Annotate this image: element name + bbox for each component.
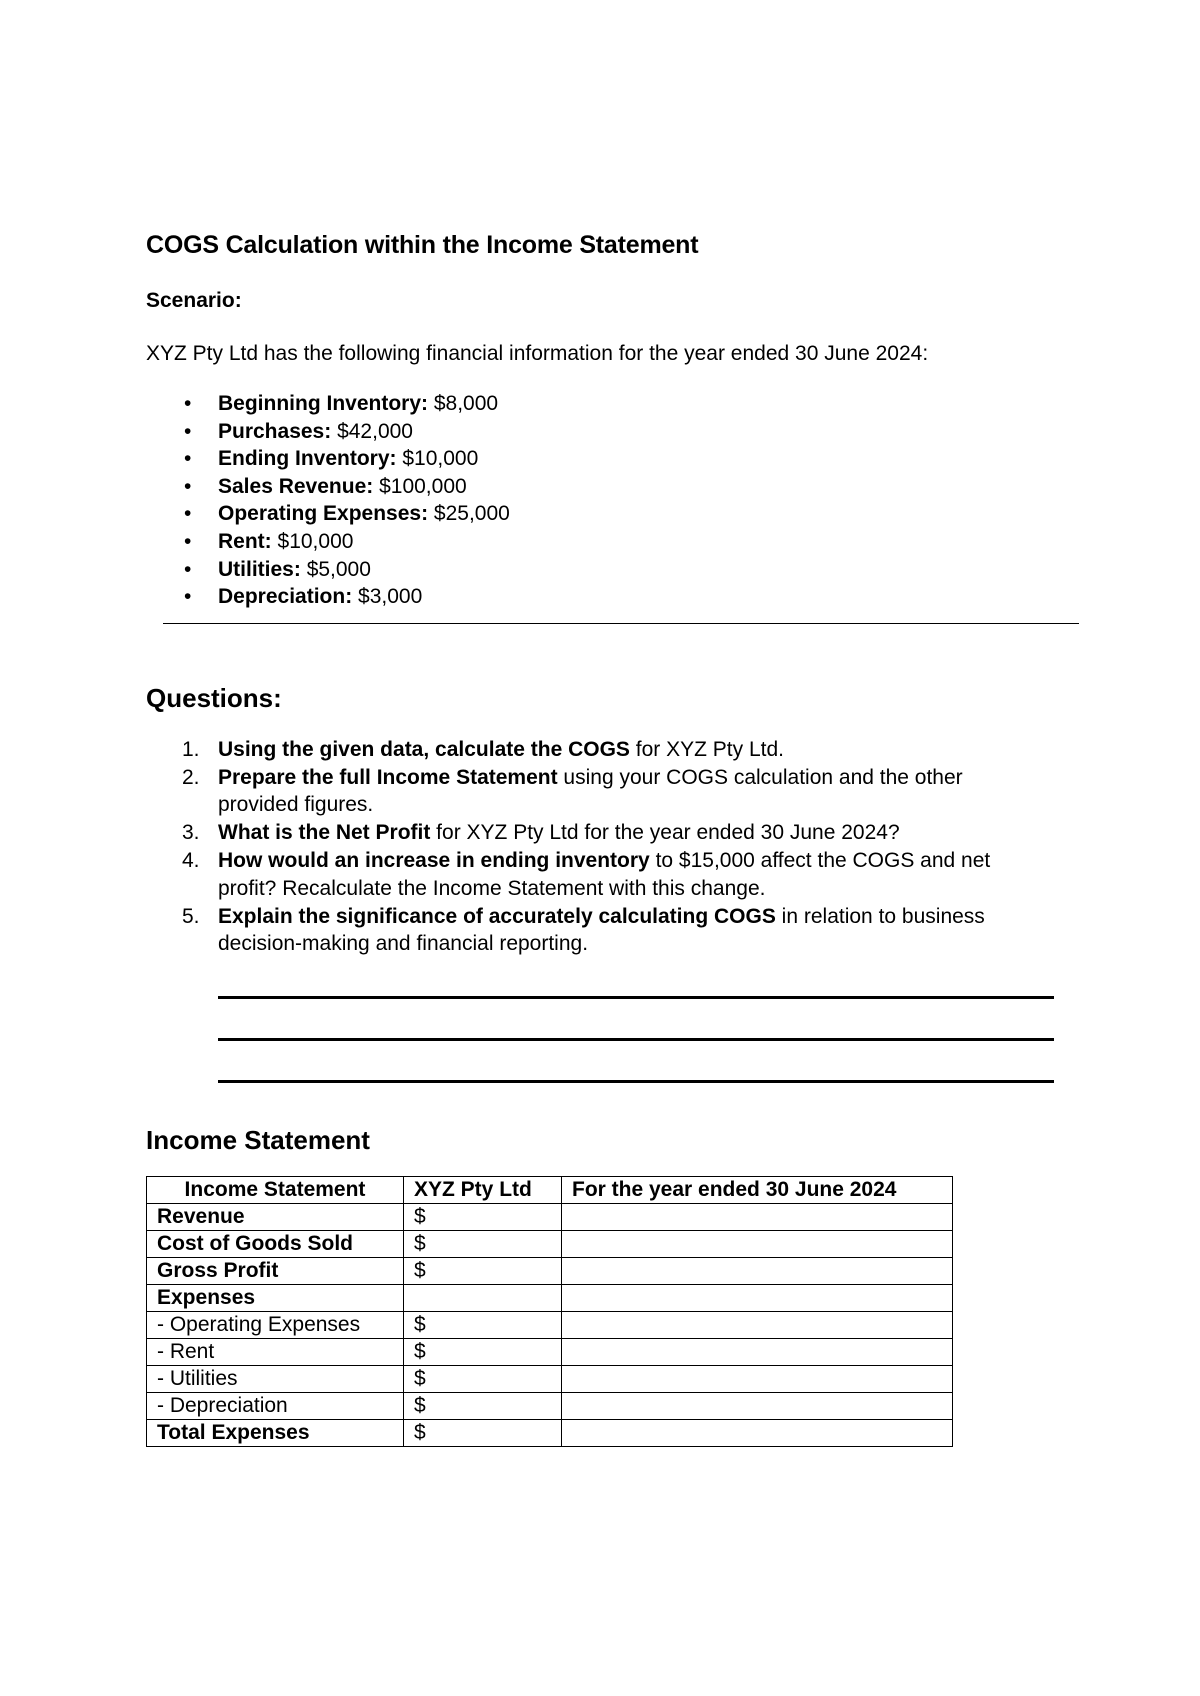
fact-item <box>146 445 1106 473</box>
table-body <box>147 1204 953 1447</box>
question-number: 1. <box>182 737 200 761</box>
financial-facts-list <box>146 390 1106 611</box>
fact-label: Rent: <box>218 529 272 553</box>
answer-line[interactable] <box>218 1038 1054 1041</box>
table-row <box>147 1393 953 1420</box>
bullet-icon: • <box>184 585 192 609</box>
row-label: - Utilities <box>147 1366 404 1393</box>
bullet-icon: • <box>184 392 192 415</box>
fact-value: $42,000 <box>337 419 413 443</box>
fact-item <box>146 390 1106 418</box>
note-cell[interactable] <box>562 1258 953 1285</box>
question-emphasis: Explain the significance of accurately calculating COGS <box>218 904 776 928</box>
row-label: Revenue <box>147 1204 404 1231</box>
question-text: in relation to business decision-making and financial reporting. <box>218 904 985 956</box>
income-statement-heading: Income Statement <box>146 1125 370 1156</box>
fact-value: $5,000 <box>306 557 371 581</box>
row-label: - Depreciation <box>147 1393 404 1420</box>
question-number: 3. <box>182 821 200 845</box>
fact-item <box>146 473 1106 501</box>
row-label: Gross Profit <box>147 1258 404 1285</box>
fact-label: Purchases: <box>218 419 332 443</box>
scenario-intro: XYZ Pty Ltd has the following financial information for the year ended 30 June 2024: <box>146 342 929 365</box>
question-item <box>146 764 1038 820</box>
question-emphasis: Prepare the full Income Statement <box>218 765 558 789</box>
fact-value: $100,000 <box>379 474 467 498</box>
fact-value: $8,000 <box>433 392 499 415</box>
scenario-label: Scenario: <box>146 289 242 312</box>
note-cell[interactable] <box>562 1420 953 1447</box>
answer-lines <box>218 996 1106 1083</box>
fact-item <box>146 500 1106 528</box>
note-cell[interactable] <box>562 1312 953 1339</box>
question-text: for XYZ Pty Ltd for the year ended 30 June 2024? <box>430 821 900 845</box>
table-row <box>147 1366 953 1393</box>
question-number: 2. <box>182 765 200 789</box>
document-page <box>146 226 1106 1447</box>
bullet-icon: • <box>184 529 192 553</box>
table-row <box>147 1420 953 1447</box>
answer-line[interactable] <box>218 996 1054 999</box>
amount-cell[interactable]: $ <box>404 1393 562 1420</box>
amount-cell[interactable] <box>404 1285 562 1312</box>
amount-cell[interactable]: $ <box>404 1258 562 1285</box>
fact-value: $10,000 <box>277 529 354 553</box>
bullet-icon: • <box>184 502 192 526</box>
answer-line[interactable] <box>218 1080 1054 1083</box>
bullet-icon: • <box>184 557 192 581</box>
note-cell[interactable] <box>562 1204 953 1231</box>
question-text: using your COGS calculation and the other provided figures. <box>218 765 963 817</box>
fact-item <box>146 418 1106 446</box>
fact-value: $25,000 <box>433 502 510 526</box>
amount-cell[interactable]: $ <box>404 1231 562 1258</box>
fact-label: Depreciation: <box>218 585 353 609</box>
question-number: 5. <box>182 904 200 928</box>
table-header-row <box>147 1177 953 1204</box>
fact-value: $10,000 <box>402 447 479 471</box>
amount-cell[interactable]: $ <box>404 1339 562 1366</box>
fact-item <box>146 583 1106 611</box>
question-number: 4. <box>182 848 200 872</box>
questions-heading: Questions: <box>146 682 282 713</box>
table-row <box>147 1339 953 1366</box>
question-item <box>146 903 1038 959</box>
question-emphasis: How would an increase in ending inventory <box>218 848 650 872</box>
question-text: to $15,000 affect the COGS and net profit? Recalculate the Income Statement with this change. <box>218 848 991 900</box>
note-cell[interactable] <box>562 1231 953 1258</box>
note-cell[interactable] <box>562 1366 953 1393</box>
table-row <box>147 1285 953 1312</box>
note-cell[interactable] <box>562 1339 953 1366</box>
note-cell[interactable] <box>562 1285 953 1312</box>
bullet-icon: • <box>184 419 192 443</box>
row-label: Expenses <box>147 1285 404 1312</box>
table-row <box>147 1204 953 1231</box>
question-emphasis: What is the Net Profit <box>218 821 431 845</box>
fact-label: Beginning Inventory: <box>218 392 428 415</box>
question-emphasis: Using the given data, calculate the COGS <box>218 737 630 761</box>
amount-cell[interactable]: $ <box>404 1312 562 1339</box>
fact-label: Sales Revenue: <box>218 474 374 498</box>
row-label: - Operating Expenses <box>147 1312 404 1339</box>
table-row <box>147 1258 953 1285</box>
fact-label: Utilities: <box>218 557 301 581</box>
row-label: Cost of Goods Sold <box>147 1231 404 1258</box>
bullet-icon: • <box>184 474 192 498</box>
income-statement-table <box>146 1176 953 1447</box>
row-label: Total Expenses <box>147 1420 404 1447</box>
document-title: COGS Calculation within the Income Statement <box>146 231 699 259</box>
amount-cell[interactable]: $ <box>404 1420 562 1447</box>
question-item <box>146 736 1038 764</box>
fact-item <box>146 556 1106 584</box>
question-text: for XYZ Pty Ltd. <box>629 737 784 761</box>
questions-list <box>146 736 1106 958</box>
row-label: - Rent <box>147 1339 404 1366</box>
question-item <box>146 847 1038 903</box>
bullet-icon: • <box>184 447 192 471</box>
table-row <box>147 1231 953 1258</box>
table-header-cell: For the year ended 30 June 2024 <box>562 1177 953 1204</box>
amount-cell[interactable]: $ <box>404 1204 562 1231</box>
table-header-cell: XYZ Pty Ltd <box>404 1177 562 1204</box>
table-row <box>147 1312 953 1339</box>
question-item <box>146 819 1038 847</box>
fact-label: Ending Inventory: <box>218 447 397 471</box>
section-divider <box>163 623 1079 624</box>
fact-label: Operating Expenses: <box>218 502 429 526</box>
fact-item <box>146 528 1106 556</box>
fact-value: $3,000 <box>358 585 423 609</box>
amount-cell[interactable]: $ <box>404 1366 562 1393</box>
table-header-cell: Income Statement <box>147 1177 404 1204</box>
note-cell[interactable] <box>562 1393 953 1420</box>
